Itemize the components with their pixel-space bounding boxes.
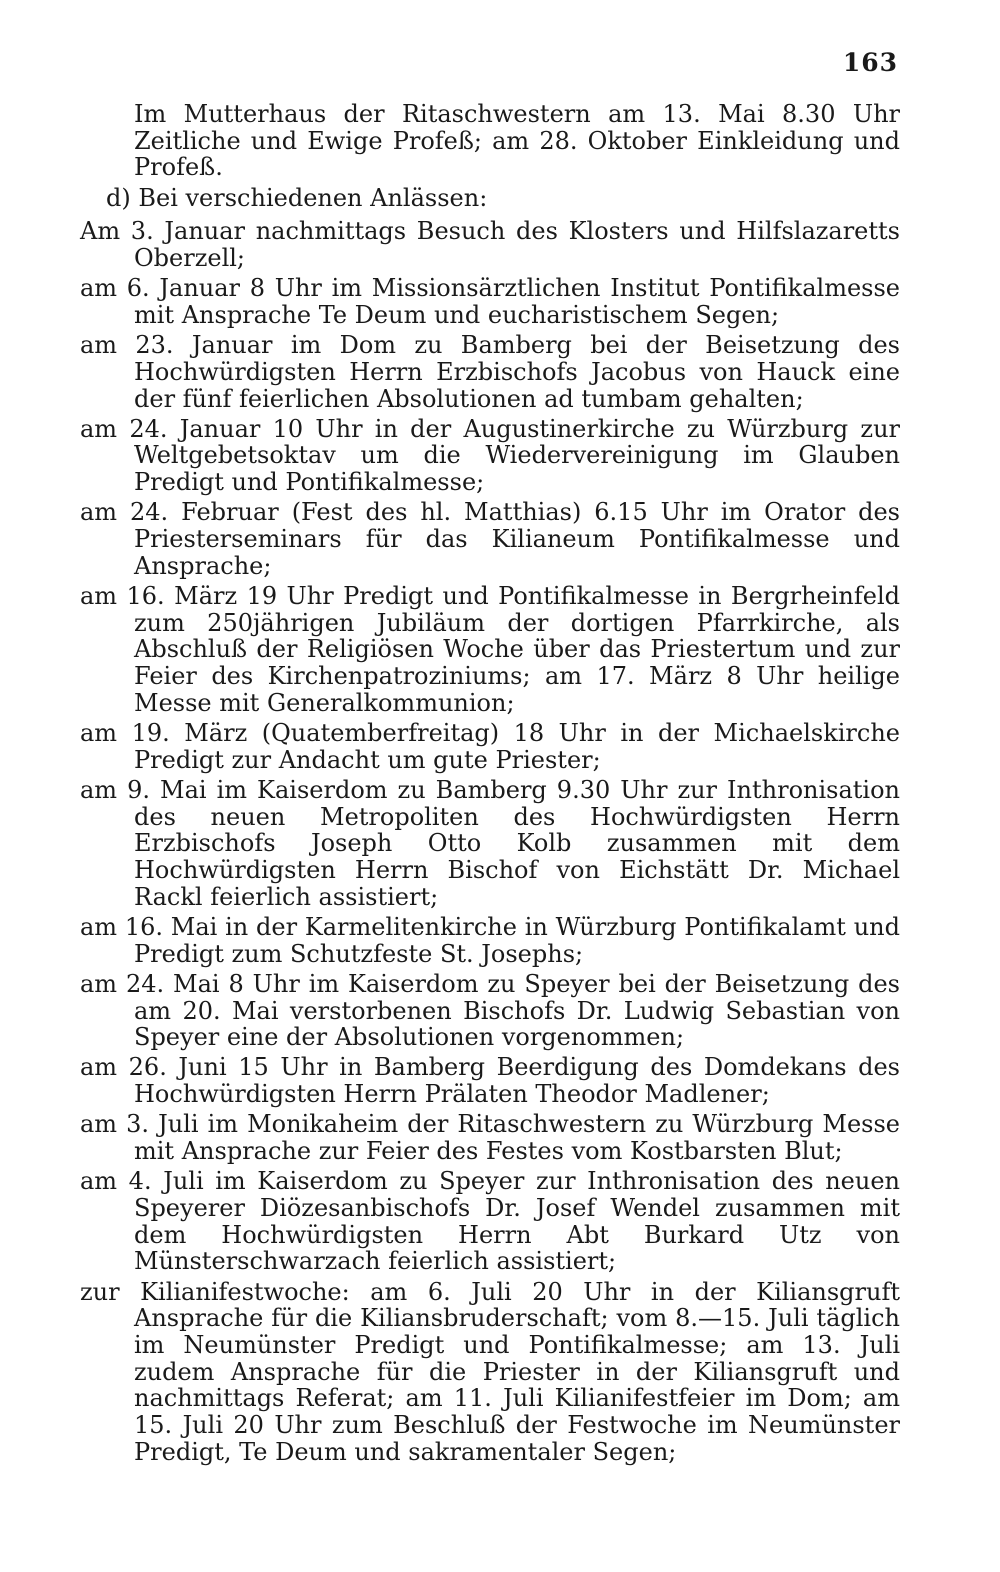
entry-24-februar: am 24. Februar (Fest des hl. Matthias) 6.15 Uhr im Orator des Priesterseminars für das Kilianeum Pontifikalmesse und Ansprache; [80,498,900,580]
entry-kilianifestwoche: zur Kilianifestwoche: am 6. Juli 20 Uhr in der Kiliansgruft Ansprache für die Kiliansbruderschaft; vom 8.—15. Juli täglich im Neumünster Predigt und Pontifikalmesse; am 13. Juli zudem Ansprache für die Priester in der Kiliansgruft und nachmittags Referat; am 11. Juli Kilianifestfeier im Dom; am 15. Juli 20 Uhr zum Beschluß der Festwoche im Neumünster Predigt, Te Deum und sakramentaler Segen; [80,1277,900,1466]
entry-9-mai: am 9. Mai im Kaiserdom zu Bamberg 9.30 Uhr zur Inthronisation des neuen Metropoliten des Hochwürdigsten Herrn Erzbischofs Joseph Otto Kolb zusammen mit dem Hochwürdigsten Herrn Bischof von Eichstätt Dr. Michael Rackl feierlich assistiert; [80,775,900,911]
entry-3-januar: Am 3. Januar nachmittags Besuch des Klosters und Hilfslazaretts Oberzell; [80,217,900,273]
entry-24-mai: am 24. Mai 8 Uhr im Kaiserdom zu Speyer bei der Beisetzung des am 20. Mai verstorbenen Bischofs Dr. Ludwig Sebastian von Speyer eine der Absolutionen vorgenommen; [80,969,900,1052]
entry-24-januar: am 24. Januar 10 Uhr in der Augustinerkirche zu Würzburg zur Weltgebetsoktav um die Wiedervereinigung im Glauben Predigt und Pontifikalmesse; [80,414,900,497]
section-heading-anlaesse: d) Bei verschiedenen Anlässen: [106,183,488,212]
entry-3-juli: am 3. Juli im Monikaheim der Ritaschwestern zu Würzburg Messe mit Ansprache zur Feier des Festes vom Kostbarsten Blut; [80,1110,900,1166]
paragraph-mutterhaus: Im Mutterhaus der Ritaschwestern am 13. Mai 8.30 Uhr Zeitliche und Ewige Profeß; am 28. Oktober Einkleidung und Profeß. [134,100,900,182]
entry-23-januar: am 23. Januar im Dom zu Bamberg bei der Beisetzung des Hochwürdigsten Herrn Erzbischofs Jacobus von Hauck eine der fünf feierlichen Absolutionen ad tumbam gehalten; [80,331,900,413]
entry-26-juni: am 26. Juni 15 Uhr in Bamberg Beerdigung des Domdekans des Hochwürdigsten Herrn Prälaten Theodor Madlener; [80,1053,900,1109]
entry-16-maerz: am 16. März 19 Uhr Predigt und Pontifikalmesse in Bergrheinfeld zum 250jährigen Jubiläum der dortigen Pfarrkirche, als Abschluß der Religiösen Woche über das Priestertum und zur Feier des Kirchenpatroziniums; am 17. März 8 Uhr heilige Messe mit Generalkommunion; [80,581,900,717]
entry-4-juli: am 4. Juli im Kaiserdom zu Speyer zur Inthronisation des neuen Speyerer Diözesanbischofs Dr. Josef Wendel zusammen mit dem Hochwürdigsten Herrn Abt Burkard Utz von Münsterschwarzach feierlich assistiert; [80,1167,900,1276]
entry-19-maerz: am 19. März (Quatemberfreitag) 18 Uhr in der Michaelskirche Predigt zur Andacht um gute Priester; [80,718,900,774]
body-text [80,101,900,1469]
entry-16-mai: am 16. Mai in der Karmelitenkirche in Würzburg Pontifikalamt und Predigt zum Schutzfeste St. Josephs; [80,912,900,968]
entry-6-januar: am 6. Januar 8 Uhr im Missionsärztlichen Institut Pontifikalmesse mit Ansprache Te Deum und eucharistischem Segen; [80,274,900,329]
page-number: 163 [842,48,898,77]
